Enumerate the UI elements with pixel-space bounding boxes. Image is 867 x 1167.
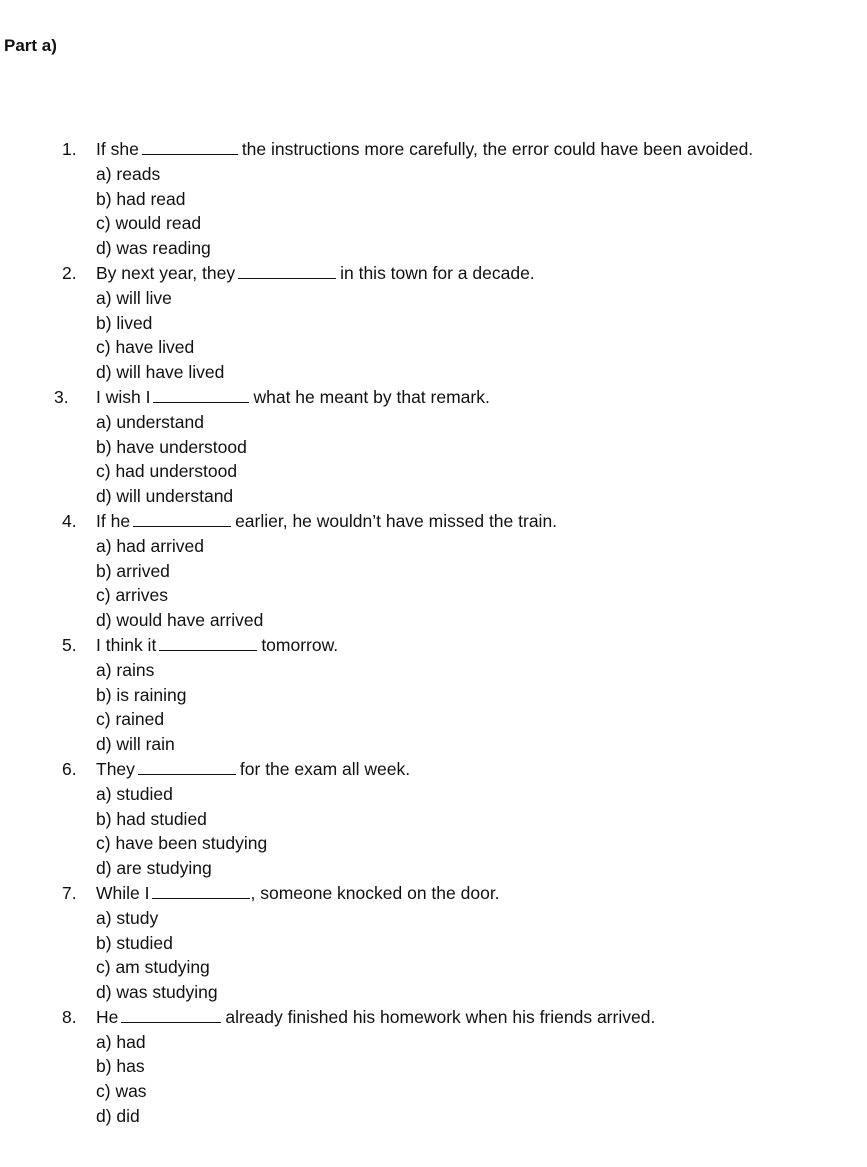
option-d: d) are studying — [96, 858, 212, 879]
question-number: 7. — [62, 882, 77, 903]
option-a: a) had arrived — [96, 535, 204, 556]
question-number: 3. — [54, 386, 69, 407]
part-title: Part a) — [4, 36, 57, 55]
question-number: 6. — [62, 758, 77, 779]
option-d: d) was studying — [96, 982, 218, 1003]
option-c: c) had understood — [96, 461, 238, 482]
options-list — [0, 286, 867, 385]
question-stem — [0, 261, 867, 286]
option-d: d) will rain — [96, 734, 175, 755]
option-b: b) had read — [96, 188, 186, 209]
option-d: d) will have lived — [96, 362, 225, 383]
question-stem — [0, 137, 867, 162]
options-list — [0, 658, 867, 757]
options-list — [0, 1030, 867, 1129]
option-c: c) am studying — [96, 957, 210, 978]
stem-before-blank: While I — [96, 882, 150, 903]
question-number: 5. — [62, 634, 77, 655]
question-list — [0, 137, 867, 1129]
option-c: c) would read — [96, 213, 202, 234]
option-a: a) rains — [96, 659, 155, 680]
stem-after-blank: tomorrow. — [261, 634, 339, 655]
option-b: b) arrived — [96, 560, 170, 581]
question-6 — [0, 757, 867, 881]
stem-before-blank: They — [96, 758, 135, 779]
question-3 — [0, 385, 867, 509]
question-number: 1. — [62, 139, 77, 159]
option-a: a) had — [96, 1031, 146, 1052]
stem-before-blank: If he — [96, 510, 131, 531]
answer-blank — [153, 388, 249, 403]
stem-after-blank: earlier, he wouldn’t have missed the train. — [235, 510, 558, 531]
option-b: b) studied — [96, 932, 173, 953]
question-stem — [0, 1005, 867, 1030]
question-number: 4. — [62, 510, 77, 531]
answer-blank — [152, 884, 250, 899]
stem-after-blank: for the exam all week. — [239, 758, 411, 779]
question-2 — [0, 261, 867, 385]
option-c: c) rained — [96, 709, 165, 730]
option-a: a) study — [96, 907, 159, 928]
answer-blank — [138, 760, 236, 775]
option-d: d) was reading — [96, 238, 211, 259]
question-stem — [0, 509, 867, 534]
stem-before-blank: He — [96, 1006, 119, 1027]
option-d: d) would have arrived — [96, 610, 264, 631]
question-stem — [0, 385, 867, 410]
option-d: d) will understand — [96, 486, 234, 507]
option-b: b) has — [96, 1056, 145, 1077]
option-a: a) studied — [96, 783, 173, 804]
option-a: a) reads — [96, 163, 161, 184]
stem-before-blank: I think it — [96, 634, 157, 655]
option-a: a) understand — [96, 411, 204, 432]
stem-after-blank: in this town for a decade. — [340, 262, 535, 283]
stem-before-blank: I wish I — [96, 386, 151, 407]
option-b: b) had studied — [96, 808, 207, 829]
answer-blank — [142, 140, 238, 155]
stem-before-blank: By next year, they — [96, 262, 236, 283]
question-4 — [0, 509, 867, 633]
option-c: c) have been studying — [96, 833, 268, 854]
options-list — [0, 782, 867, 881]
answer-blank — [238, 264, 336, 279]
stem-after-blank: what he meant by that remark. — [253, 386, 490, 407]
option-a: a) will live — [96, 287, 172, 308]
answer-blank — [133, 512, 231, 527]
answer-blank — [159, 636, 257, 651]
options-list — [0, 410, 867, 509]
option-b: b) lived — [96, 312, 153, 333]
option-b: b) is raining — [96, 684, 187, 705]
options-list — [0, 162, 867, 261]
question-5 — [0, 633, 867, 757]
question-stem — [0, 757, 867, 782]
options-list — [0, 534, 867, 633]
question-1 — [0, 137, 867, 261]
question-stem — [0, 881, 867, 906]
stem-after-blank: the instructions more carefully, the error could have been avoided. — [241, 139, 754, 159]
option-c: c) arrives — [96, 585, 168, 606]
stem-after-blank: , someone knocked on the door. — [250, 882, 500, 903]
question-7 — [0, 881, 867, 1005]
answer-blank — [121, 1008, 221, 1023]
question-8 — [0, 1005, 867, 1129]
stem-before-blank: If she — [96, 139, 139, 159]
options-list — [0, 906, 867, 1005]
stem-after-blank: already finished his homework when his friends arrived. — [225, 1006, 656, 1027]
option-b: b) have understood — [96, 436, 247, 457]
option-c: c) was — [96, 1081, 147, 1102]
question-stem — [0, 633, 867, 658]
question-number: 8. — [62, 1006, 77, 1027]
option-d: d) did — [96, 1106, 140, 1127]
option-c: c) have lived — [96, 337, 195, 358]
question-number: 2. — [62, 262, 77, 283]
